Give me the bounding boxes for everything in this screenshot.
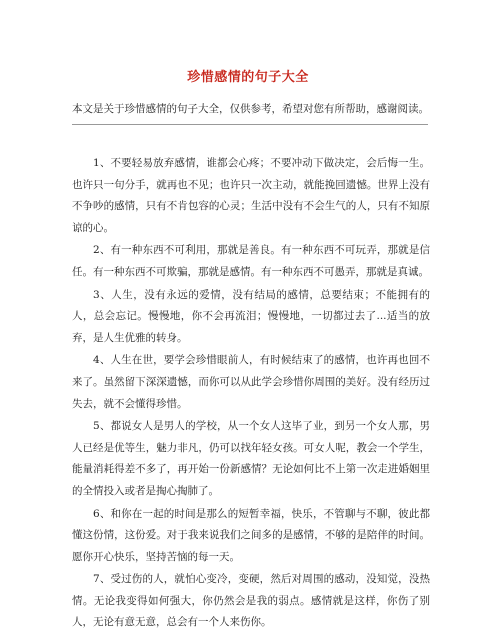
paragraph-1: 1、不要轻易放弃感情，谁都会心疼；不要冲动下做决定，会后悔一生。也许只一句分手，就再也不见；也许只一次主动，就能挽回遗憾。世界上没有不争吵的感情，只有不肯包容的心灵；生活中没有不会生气的人，只有不知原谅的心。	[72, 157, 430, 234]
document-title: 珍惜感情的句子大全	[187, 70, 309, 85]
divider-line	[72, 124, 428, 125]
document-body	[72, 153, 430, 635]
paragraph-6: 6、和你在一起的时间是那么的短暂幸福，快乐，不管聊与不聊，彼此都懂这份情，这份爱。对于我来说我们之间多的是感情，不够的是陪伴的时间。愿你开心快乐，坚持苦恼的每一天。	[72, 507, 430, 563]
document-intro: 本文是关于珍惜感情的句子大全，仅供参考，希望对您有所帮助，感谢阅读。	[72, 103, 429, 115]
paragraph-4: 4、人生在世，要学会珍惜眼前人，有时候结束了的感情，也许再也回不来了。虽然留下深深遗憾，而你可以从此学会珍惜你周围的美好。没有经历过失去，就不会懂得珍惜。	[72, 354, 430, 410]
paragraph-7: 7、受过伤的人，就怕心变冷，变硬，然后对周围的感动，没知觉，没热情。无论我变得如何强大，你仍然会是我的弱点。感情就是这样，你伤了别人，无论有意无意，总会有一个人来伤你。	[72, 573, 430, 629]
paragraph-3: 3、人生，没有永远的爱情，没有结局的感情，总要结束；不能拥有的人，总会忘记。慢慢地，你不会再流泪；慢慢地，一切都过去了...适当的放弃，是人生优雅的转身。	[72, 288, 430, 344]
paragraph-2: 2、有一种东西不可利用，那就是善良。有一种东西不可玩弄，那就是信任。有一种东西不可欺骗，那就是感情。有一种东西不可愚弄，那就是真诚。	[72, 244, 430, 278]
paragraph-5: 5、都说女人是男人的学校，从一个女人这毕了业，到另一个女人那，男人已经是优等生，魅力非凡，仍可以找年轻女孩。可女人呢，教会一个学生，能量消耗得差不多了，再开始一份新感情？无论如何比不上第一次走进婚姻里的全情投入或者是掏心掏肺了。	[72, 420, 430, 497]
